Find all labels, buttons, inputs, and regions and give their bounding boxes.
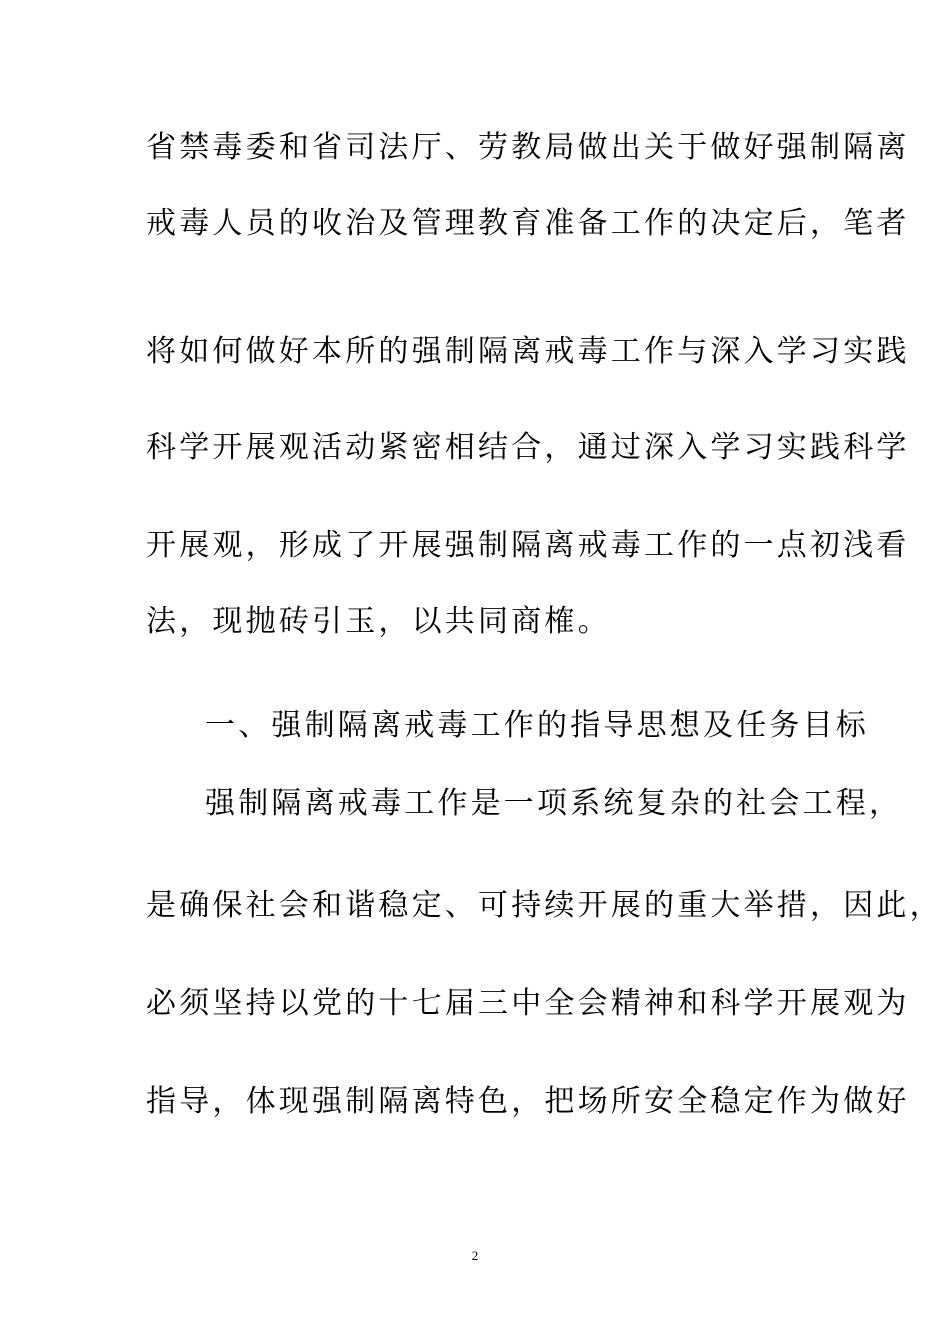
text-line: 指导，体现强制隔离特色，把场所安全稳定作为做好 [146, 1084, 910, 1119]
text-line: 法，现抛砖引玉，以共同商榷。 [146, 604, 611, 639]
text-line: 戒毒人员的收治及管理教育准备工作的决定后，笔者 [146, 206, 910, 241]
text-line: 开展观，形成了开展强制隔离戒毒工作的一点初浅看 [146, 528, 910, 563]
section-heading: 一、强制隔离戒毒工作的指导思想及任务目标 [205, 708, 869, 743]
text-line: 科学开展观活动紧密相结合，通过深入学习实践科学 [146, 430, 910, 465]
text-line: 必须坚持以党的十七届三中全会精神和科学开展观为 [146, 986, 910, 1021]
text-line: 强制隔离戒毒工作是一项系统复杂的社会工程， [205, 786, 903, 821]
text-line: 将如何做好本所的强制隔离戒毒工作与深入学习实践 [146, 334, 910, 369]
page-number: 2 [471, 1248, 479, 1263]
text-line: 省禁毒委和省司法厅、劳教局做出关于做好强制隔离 [146, 130, 910, 165]
text-line: 是确保社会和谐稳定、可持续开展的重大举措，因此， [146, 888, 943, 923]
